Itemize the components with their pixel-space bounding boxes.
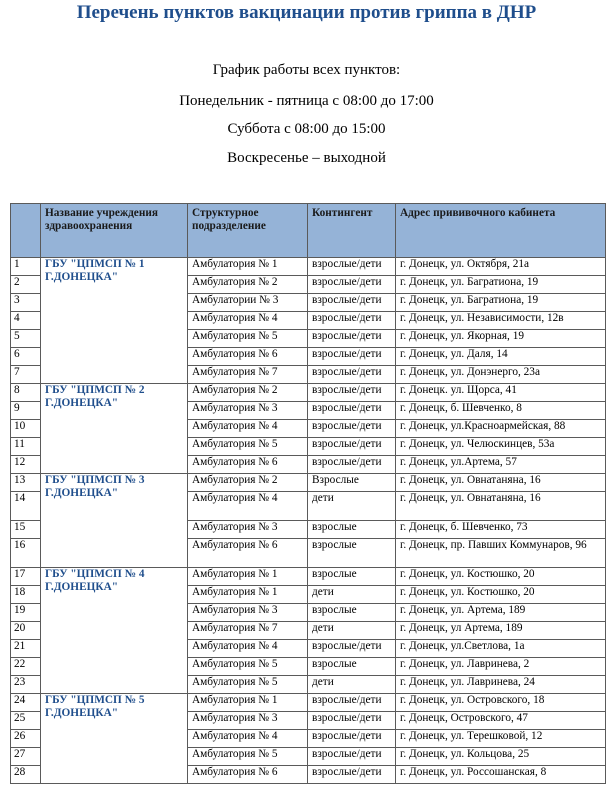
- address: г. Донецк, ул.Светлова, 1а: [396, 640, 606, 658]
- table-row: [11, 568, 606, 586]
- schedule-weekdays: Понедельник - пятница с 08:00 до 17:00: [179, 93, 434, 109]
- institution-name: ГБУ "ЦПМСП № 5 Г.ДОНЕЦКА": [41, 694, 188, 784]
- table-row: [11, 474, 606, 492]
- contingent: взрослые/дети: [308, 312, 396, 330]
- contingent: взрослые: [308, 568, 396, 586]
- schedule-saturday: Суббота с 08:00 до 15:00: [227, 121, 386, 137]
- address: г. Донецк, ул. Даля, 14: [396, 348, 606, 366]
- address: г. Донецк, ул. Октября, 21а: [396, 258, 606, 276]
- row-number: 19: [11, 604, 41, 622]
- row-number: 4: [11, 312, 41, 330]
- structural-unit: Амбулатория № 3: [188, 402, 308, 420]
- table-row: [11, 384, 606, 402]
- row-number: 3: [11, 294, 41, 312]
- address: г. Донецк, ул. Островского, 18: [396, 694, 606, 712]
- contingent: взрослые: [308, 658, 396, 676]
- contingent: взрослые/дети: [308, 276, 396, 294]
- table-row: [11, 258, 606, 276]
- institution-name: ГБУ "ЦПМСП № 3 Г.ДОНЕЦКА": [41, 474, 188, 568]
- structural-unit: Амбулатория № 1: [188, 568, 308, 586]
- structural-unit: Амбулатории № 3: [188, 294, 308, 312]
- row-number: 24: [11, 694, 41, 712]
- structural-unit: Амбулатория № 1: [188, 586, 308, 604]
- structural-unit: Амбулатория № 6: [188, 539, 308, 568]
- address: г. Донецк, ул. Донэнерго, 23а: [396, 366, 606, 384]
- structural-unit: Амбулатория № 3: [188, 521, 308, 539]
- contingent: взрослые: [308, 521, 396, 539]
- contingent: взрослые/дети: [308, 348, 396, 366]
- address: г. Донецк, ул. Багратиона, 19: [396, 276, 606, 294]
- address: г. Донецк. ул. Щорса, 41: [396, 384, 606, 402]
- header-unit: Структурное подразделение: [188, 204, 308, 258]
- row-number: 28: [11, 766, 41, 784]
- address: г. Донецк, пр. Павших Коммунаров, 96: [396, 539, 606, 568]
- contingent: взрослые/дети: [308, 438, 396, 456]
- row-number: 10: [11, 420, 41, 438]
- page-title: Перечень пунктов вакцинации против гриппа в ДНР: [76, 2, 537, 23]
- table-row: [11, 694, 606, 712]
- structural-unit: Амбулатория № 7: [188, 622, 308, 640]
- contingent: дети: [308, 586, 396, 604]
- structural-unit: Амбулатория № 4: [188, 730, 308, 748]
- row-number: 12: [11, 456, 41, 474]
- header-number: [11, 204, 41, 258]
- row-number: 21: [11, 640, 41, 658]
- address: г. Донецк, ул. Артема, 189: [396, 604, 606, 622]
- schedule-heading: График работы всех пунктов:: [212, 62, 401, 78]
- structural-unit: Амбулатория № 1: [188, 258, 308, 276]
- contingent: дети: [308, 622, 396, 640]
- address: г. Донецк, ул. Багратиона, 19: [396, 294, 606, 312]
- header-contingent: Контингент: [308, 204, 396, 258]
- contingent: Взрослые: [308, 474, 396, 492]
- address: г. Донецк, ул. Кольцова, 25: [396, 748, 606, 766]
- address: г. Донецк, ул. Терешковой, 12: [396, 730, 606, 748]
- structural-unit: Амбулатория № 4: [188, 492, 308, 521]
- institution-name: ГБУ "ЦПМСП № 4 Г.ДОНЕЦКА": [41, 568, 188, 694]
- address: г. Донецк, ул. Россошанская, 8: [396, 766, 606, 784]
- address: г. Донецк, ул. Лавринева, 24: [396, 676, 606, 694]
- structural-unit: Амбулатория № 5: [188, 658, 308, 676]
- row-number: 27: [11, 748, 41, 766]
- row-number: 14: [11, 492, 41, 521]
- address: г. Донецк, ул. Якорная, 19: [396, 330, 606, 348]
- row-number: 23: [11, 676, 41, 694]
- structural-unit: Амбулатория № 6: [188, 456, 308, 474]
- address: г. Донецк, ул. Челюскинцев, 53а: [396, 438, 606, 456]
- structural-unit: Амбулатория № 5: [188, 676, 308, 694]
- contingent: взрослые: [308, 539, 396, 568]
- vaccination-points-table: [10, 203, 606, 784]
- schedule-sunday: Воскресенье – выходной: [227, 150, 386, 166]
- row-number: 26: [11, 730, 41, 748]
- row-number: 2: [11, 276, 41, 294]
- contingent: взрослые/дети: [308, 730, 396, 748]
- row-number: 13: [11, 474, 41, 492]
- header-institution: Название учреждения здравоохранения: [41, 204, 188, 258]
- row-number: 9: [11, 402, 41, 420]
- contingent: взрослые/дети: [308, 366, 396, 384]
- address: г. Донецк, ул. Овнатаняна, 16: [396, 492, 606, 521]
- address: г. Донецк, ул. Костюшко, 20: [396, 586, 606, 604]
- row-number: 25: [11, 712, 41, 730]
- row-number: 15: [11, 521, 41, 539]
- structural-unit: Амбулатория № 4: [188, 420, 308, 438]
- institution-name: ГБУ "ЦПМСП № 1 Г.ДОНЕЦКА": [41, 258, 188, 384]
- address: г. Донецк, ул. Независимости, 12в: [396, 312, 606, 330]
- contingent: взрослые/дети: [308, 748, 396, 766]
- row-number: 18: [11, 586, 41, 604]
- structural-unit: Амбулатория № 6: [188, 348, 308, 366]
- structural-unit: Амбулатория № 2: [188, 276, 308, 294]
- structural-unit: Амбулатория № 5: [188, 748, 308, 766]
- structural-unit: Амбулатория № 3: [188, 604, 308, 622]
- structural-unit: Амбулатория № 6: [188, 766, 308, 784]
- contingent: взрослые/дети: [308, 330, 396, 348]
- address: г. Донецк, ул.Красноармейская, 88: [396, 420, 606, 438]
- contingent: взрослые/дети: [308, 420, 396, 438]
- contingent: взрослые/дети: [308, 258, 396, 276]
- row-number: 11: [11, 438, 41, 456]
- contingent: дети: [308, 492, 396, 521]
- row-number: 6: [11, 348, 41, 366]
- row-number: 17: [11, 568, 41, 586]
- contingent: дети: [308, 676, 396, 694]
- row-number: 1: [11, 258, 41, 276]
- address: г. Донецк, ул. Овнатаняна, 16: [396, 474, 606, 492]
- structural-unit: Амбулатория № 2: [188, 384, 308, 402]
- row-number: 20: [11, 622, 41, 640]
- address: г. Донецк, ул. Костюшко, 20: [396, 568, 606, 586]
- contingent: взрослые/дети: [308, 456, 396, 474]
- address: г. Донецк, б. Шевченко, 8: [396, 402, 606, 420]
- structural-unit: Амбулатория № 1: [188, 694, 308, 712]
- address: г. Донецк, ул.Артема, 57: [396, 456, 606, 474]
- contingent: взрослые/дети: [308, 402, 396, 420]
- table-body: [11, 258, 606, 784]
- contingent: взрослые/дети: [308, 694, 396, 712]
- row-number: 5: [11, 330, 41, 348]
- structural-unit: Амбулатория № 2: [188, 474, 308, 492]
- contingent: взрослые/дети: [308, 384, 396, 402]
- address: г. Донецк, ул Артема, 189: [396, 622, 606, 640]
- structural-unit: Амбулатория № 5: [188, 438, 308, 456]
- structural-unit: Амбулатория № 3: [188, 712, 308, 730]
- row-number: 22: [11, 658, 41, 676]
- contingent: взрослые/дети: [308, 294, 396, 312]
- contingent: взрослые/дети: [308, 712, 396, 730]
- structural-unit: Амбулатория № 4: [188, 312, 308, 330]
- address: г. Донецк, Островского, 47: [396, 712, 606, 730]
- contingent: взрослые/дети: [308, 766, 396, 784]
- structural-unit: Амбулатория № 5: [188, 330, 308, 348]
- structural-unit: Амбулатория № 4: [188, 640, 308, 658]
- row-number: 16: [11, 539, 41, 568]
- table-header-row: [11, 204, 606, 258]
- row-number: 8: [11, 384, 41, 402]
- row-number: 7: [11, 366, 41, 384]
- address: г. Донецк, б. Шевченко, 73: [396, 521, 606, 539]
- institution-name: ГБУ "ЦПМСП № 2 Г.ДОНЕЦКА": [41, 384, 188, 474]
- address: г. Донецк, ул. Лавринева, 2: [396, 658, 606, 676]
- header-address: Адрес прививочного кабинета: [396, 204, 606, 258]
- structural-unit: Амбулатория № 7: [188, 366, 308, 384]
- contingent: взрослые/дети: [308, 640, 396, 658]
- contingent: взрослые: [308, 604, 396, 622]
